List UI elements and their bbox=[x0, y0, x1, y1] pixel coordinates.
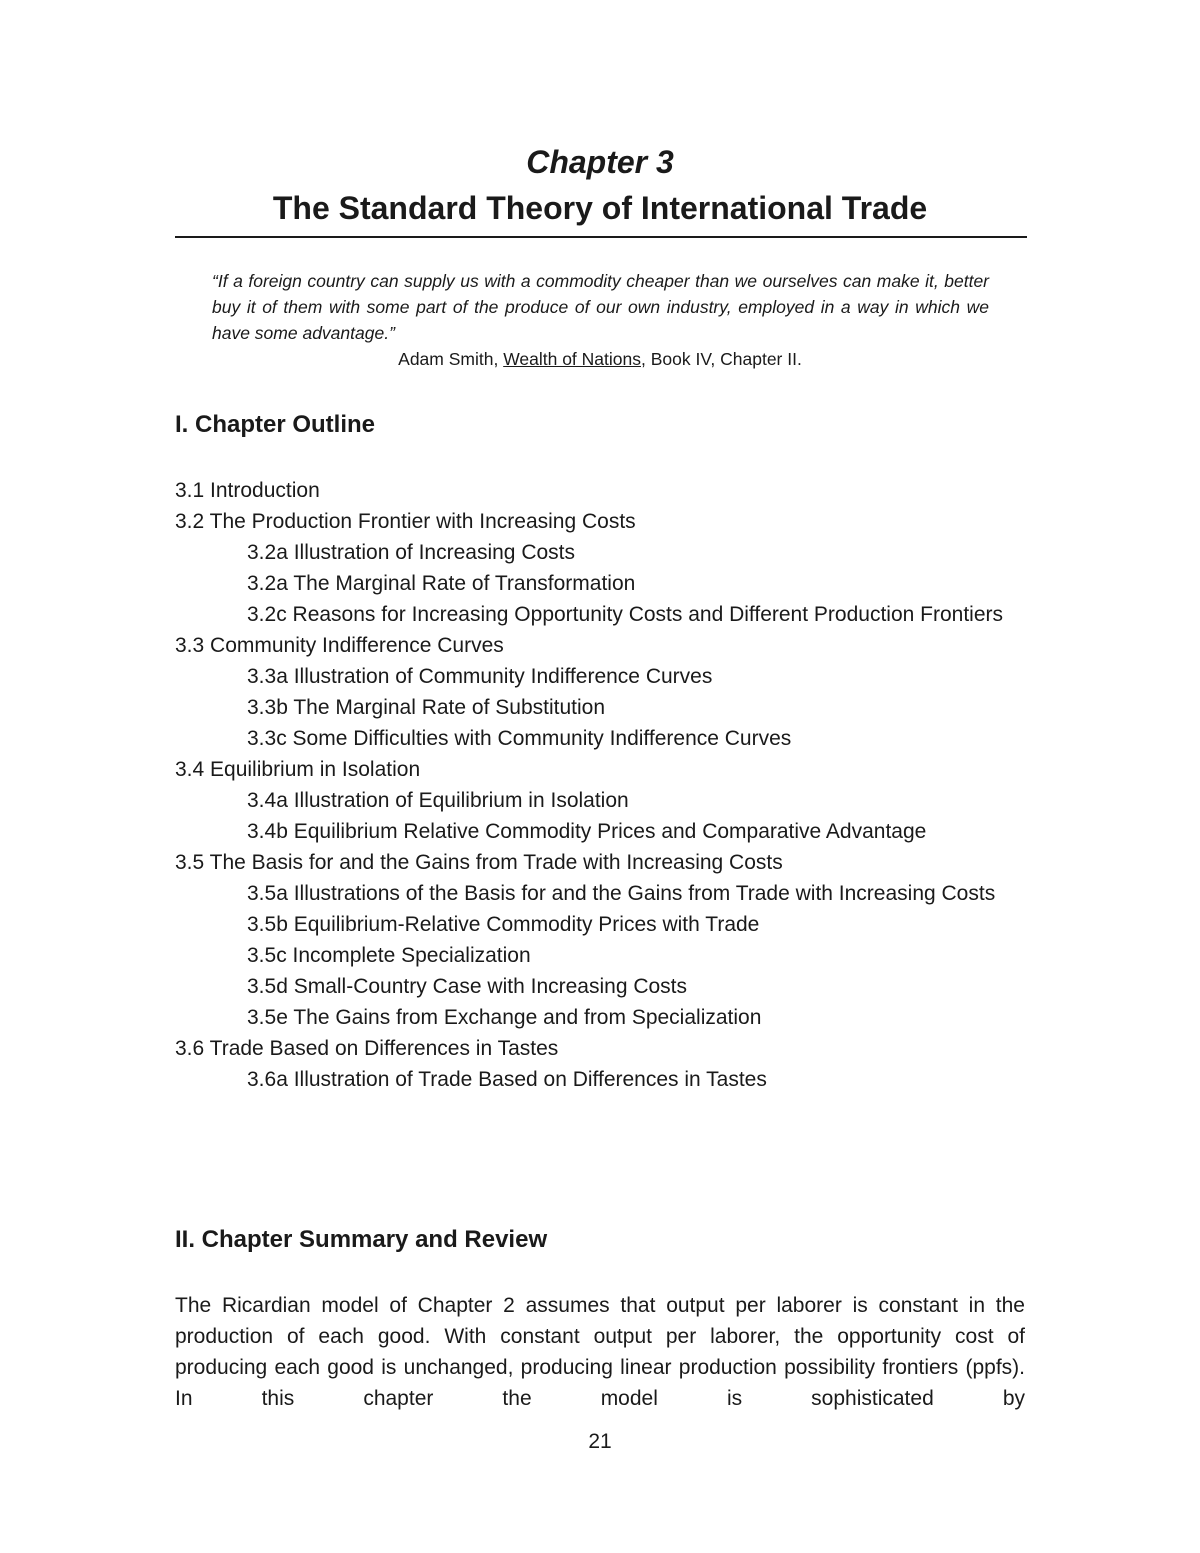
attribution-work-title: Wealth of Nations bbox=[503, 349, 641, 369]
outline-subsection-item: 3.2a The Marginal Rate of Transformation bbox=[247, 572, 636, 595]
outline-subsection-item: 3.4a Illustration of Equilibrium in Isolation bbox=[247, 789, 629, 812]
chapter-label: Chapter 3 bbox=[526, 144, 674, 180]
attribution-author: Adam Smith, bbox=[398, 349, 504, 369]
summary-paragraph: The Ricardian model of Chapter 2 assumes that output per laborer is constant in the production of each good. With constant output per laborer, the opportunity cost of producing each good is unchanged, producing linear production possibility frontiers (ppfs). In this chapter the model is sophisticated by bbox=[175, 1294, 1025, 1410]
epigraph-quote: “If a foreign country can supply us with a commodity cheaper than we ourselves can make it, better buy it of them with some part of the produce of our own industry, employed in a way in which we have some advantage.” bbox=[212, 271, 989, 343]
outline-subsection-item: 3.3a Illustration of Community Indifference Curves bbox=[247, 665, 713, 688]
attribution-location: , Book IV, Chapter II. bbox=[641, 349, 802, 369]
section-heading-outline: I. Chapter Outline bbox=[175, 411, 376, 438]
outline-subsection-item: 3.5b Equilibrium-Relative Commodity Prices with Trade bbox=[247, 913, 760, 936]
outline-section-item: 3.2 The Production Frontier with Increasing Costs bbox=[175, 510, 636, 533]
outline-section-item: 3.6 Trade Based on Differences in Tastes bbox=[175, 1037, 559, 1060]
epigraph-attribution bbox=[0, 346, 1200, 372]
page-number: 21 bbox=[588, 1430, 612, 1453]
section-heading-summary: II. Chapter Summary and Review bbox=[175, 1226, 548, 1253]
chapter-title: The Standard Theory of International Trade bbox=[272, 190, 928, 226]
outline-subsection-item: 3.5e The Gains from Exchange and from Specialization bbox=[247, 1006, 762, 1029]
outline-subsection-item: 3.4b Equilibrium Relative Commodity Prices and Comparative Advantage bbox=[247, 820, 927, 843]
outline-subsection-item: 3.5c Incomplete Specialization bbox=[247, 944, 531, 967]
outline-subsection-item: 3.5d Small-Country Case with Increasing Costs bbox=[247, 975, 688, 998]
outline-section-item: 3.1 Introduction bbox=[175, 479, 320, 502]
outline-subsection-item: 3.2c Reasons for Increasing Opportunity Costs and Different Production Frontiers bbox=[247, 603, 1003, 626]
outline-subsection-item: 3.5a Illustrations of the Basis for and the Gains from Trade with Increasing Costs bbox=[247, 882, 996, 905]
outline-section-item: 3.4 Equilibrium in Isolation bbox=[175, 758, 421, 781]
outline-section-item: 3.3 Community Indifference Curves bbox=[175, 634, 504, 657]
outline-subsection-item: 3.6a Illustration of Trade Based on Differences in Tastes bbox=[247, 1068, 767, 1091]
chapter-outline-list bbox=[175, 475, 1025, 1095]
outline-subsection-item: 3.3b The Marginal Rate of Substitution bbox=[247, 696, 605, 719]
title-divider bbox=[175, 236, 1027, 238]
outline-section-item: 3.5 The Basis for and the Gains from Trade with Increasing Costs bbox=[175, 851, 783, 874]
outline-subsection-item: 3.3c Some Difficulties with Community Indifference Curves bbox=[247, 727, 792, 750]
outline-subsection-item: 3.2a Illustration of Increasing Costs bbox=[247, 541, 576, 564]
